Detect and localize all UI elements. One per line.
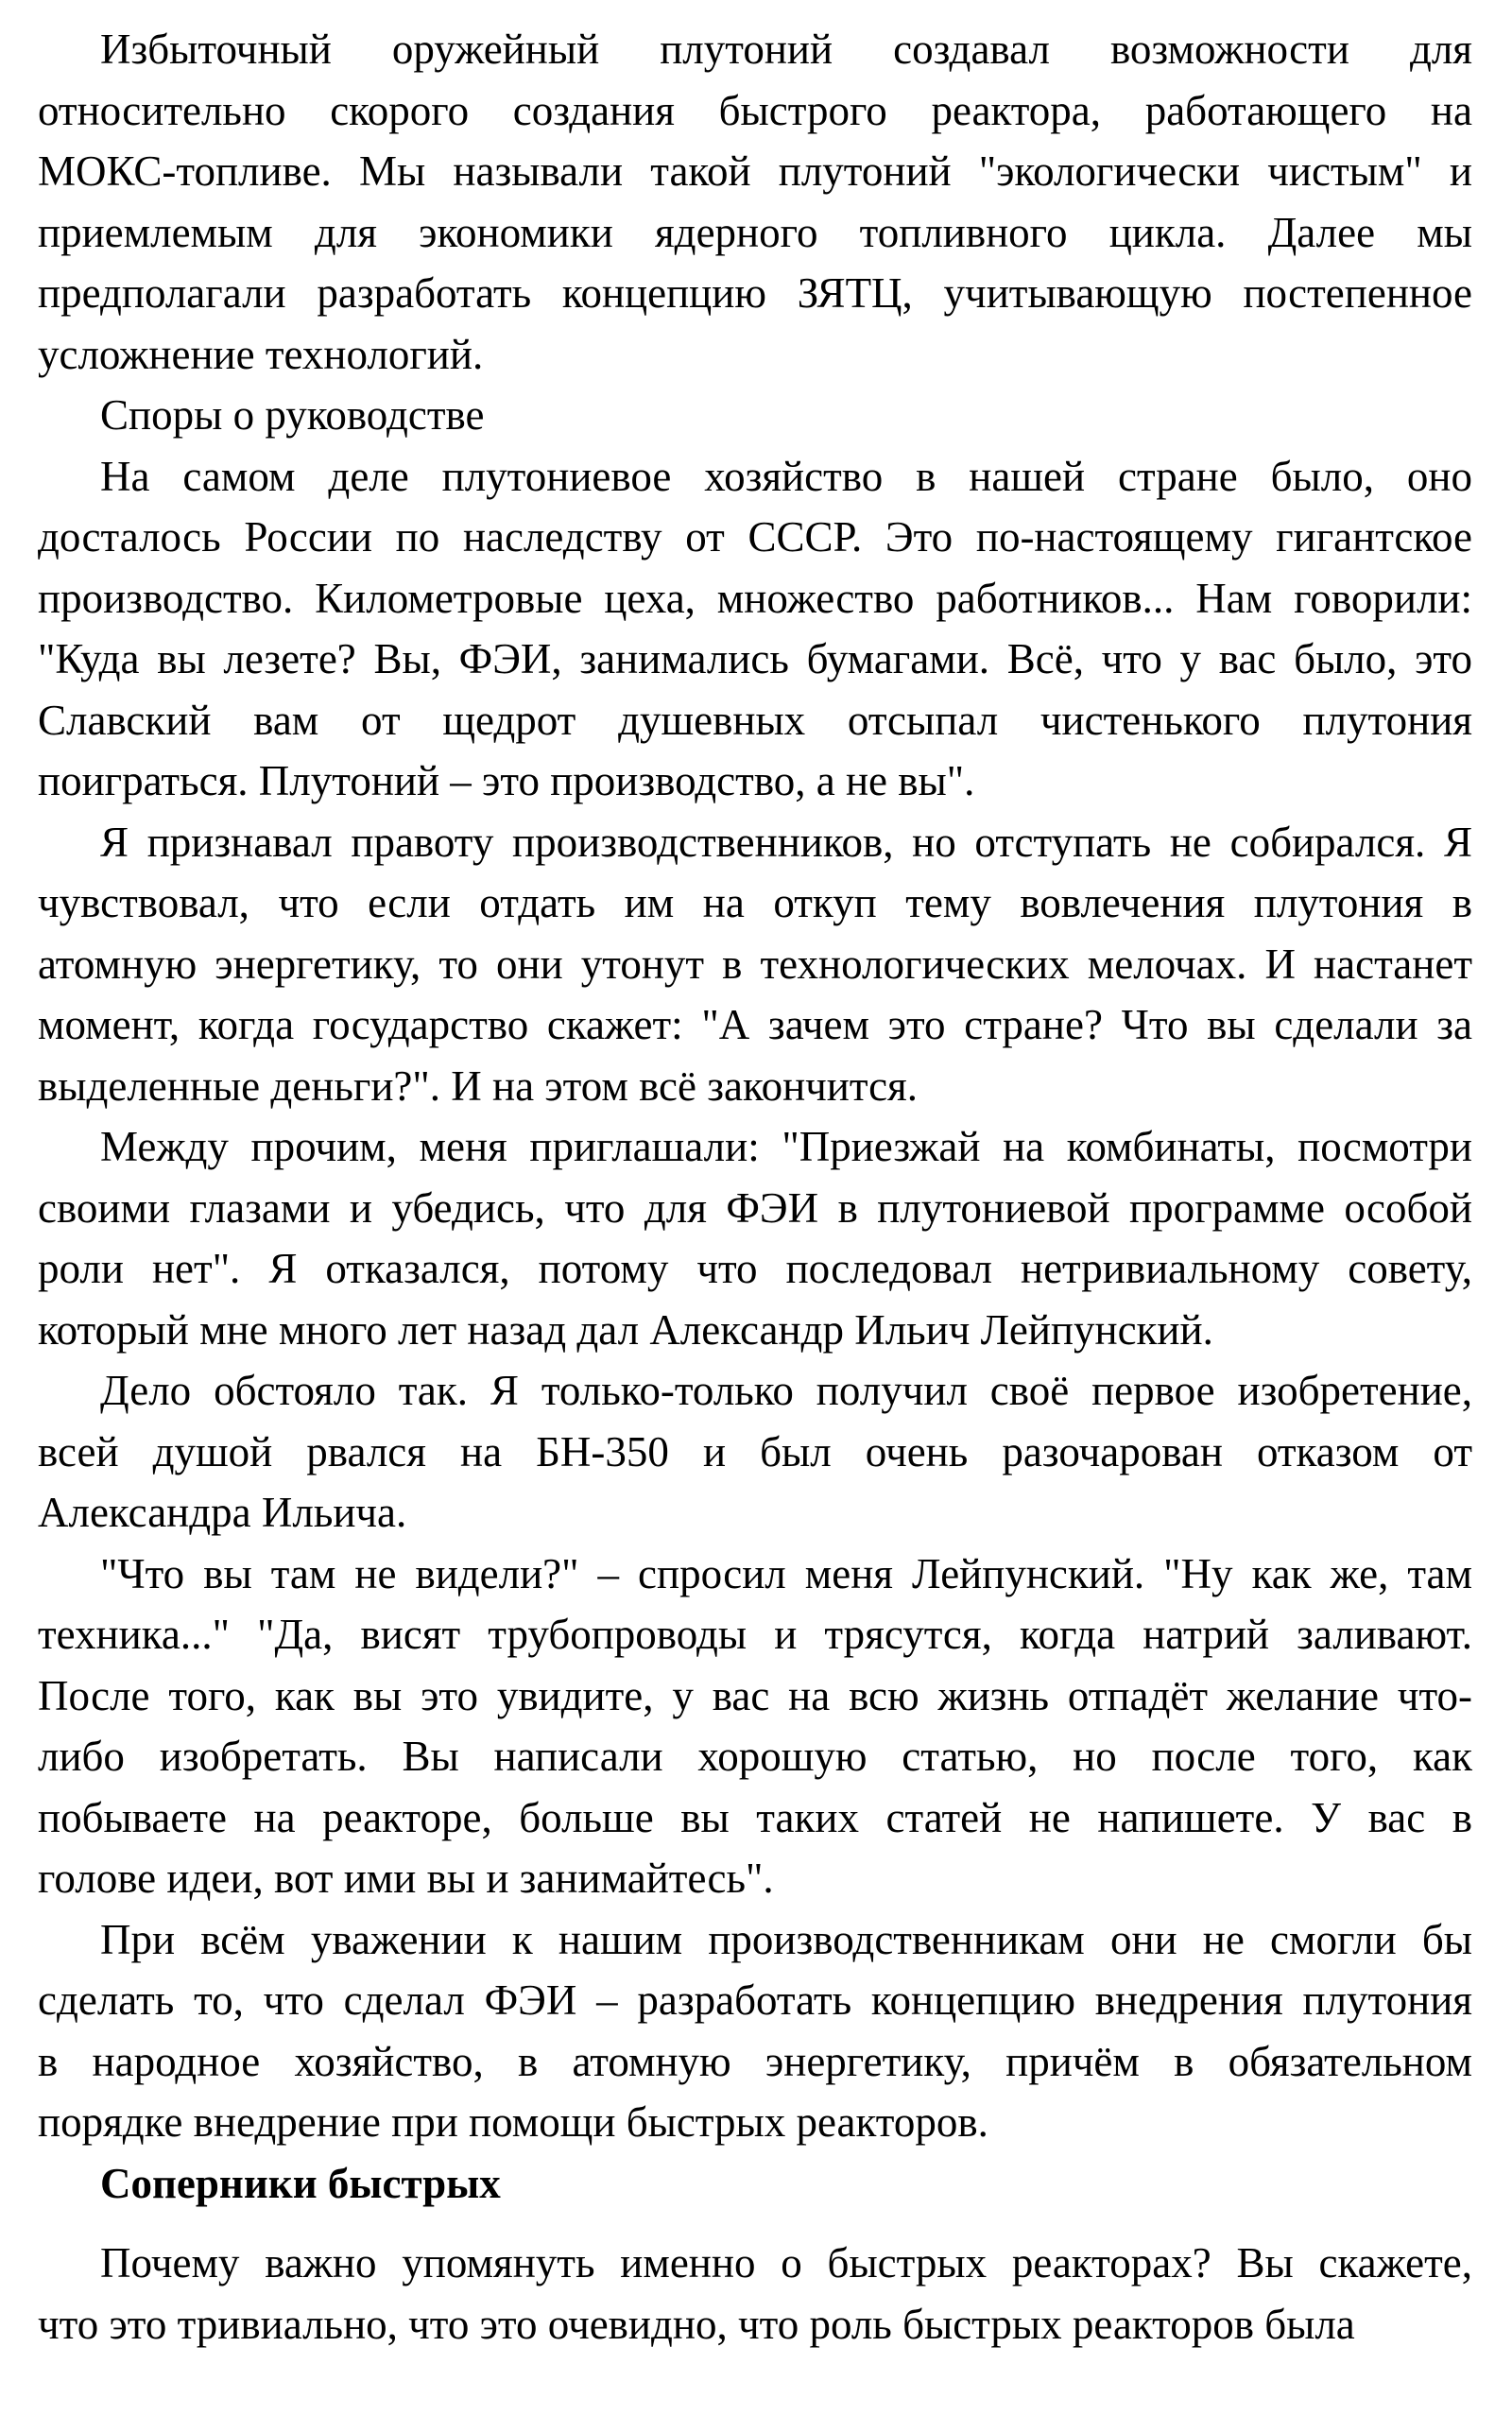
text-line: который мне много лет назад дал Александр Ильич Лейпунский. (38, 1305, 1213, 1354)
text-line: порядке внедрение при помощи быстрых реакторов. (38, 2098, 988, 2146)
text-line: производство. Километровые цеха, множество работников... Нам говорили: (38, 574, 1472, 622)
text-line: в народное хозяйство, в атомную энергетику, причём в обязательном (38, 2037, 1472, 2085)
paragraph (38, 1116, 1472, 1360)
text-line: Почему важно упомянуть именно о быстрых реакторах? Вы скажете, (100, 2239, 1472, 2287)
paragraph (38, 19, 1472, 385)
text-line: приемлемым для экономики ядерного топливного цикла. Далее мы (38, 208, 1472, 256)
text-line: техника..." "Да, висят трубопроводы и трясутся, когда натрий заливают. (38, 1611, 1472, 1658)
text-line: поиграться. Плутоний – это производство, а не вы". (38, 757, 975, 804)
text-line: досталось России по наследству от СССР. Это по-настоящему гигантское (38, 513, 1472, 561)
text-line: голове идеи, вот ими вы и занимайтесь". (38, 1855, 774, 1902)
text-line: усложнение технологий. (38, 330, 484, 378)
text-line: Между прочим, меня приглашали: "Приезжай на комбинаты, посмотри (100, 1123, 1472, 1170)
text-line: Я признавал правоту производственников, но отступать не собирался. Я (100, 818, 1472, 866)
paragraph (38, 1544, 1472, 1909)
text-line: Дело обстояло так. Я только-только получил своё первое изобретение, (100, 1367, 1472, 1414)
text-line: роли нет". Я отказался, потому что последовал нетривиальному совету, (38, 1245, 1472, 1292)
text-line: своими глазами и убедись, что для ФЭИ в плутониевой программе особой (38, 1183, 1472, 1232)
text-line: После того, как вы это увидите, у вас на всю жизнь отпадёт желание что- (38, 1671, 1472, 1719)
text-line: Споры о руководстве (100, 391, 485, 439)
text-line: атомную энергетику, то они утонут в технологических мелочах. И настанет (38, 940, 1472, 988)
text-line: "Что вы там не видели?" – спросил меня Лейпунский. "Ну как же, там (100, 1549, 1472, 1597)
text-line: сделать то, что сделал ФЭИ – разработать концепцию внедрения плутония (38, 1976, 1472, 2024)
text-line: что это тривиально, что это очевидно, что роль быстрых реакторов была (38, 2300, 1355, 2348)
text-line: момент, когда государство скажет: "А зачем это стране? Что вы сделали за (38, 1001, 1472, 1048)
text-line: Соперники быстрых (100, 2159, 501, 2207)
subheading (38, 385, 1472, 446)
paragraph (38, 2233, 1472, 2355)
text-line: чувствовал, что если отдать им на откуп тему вовлечения плутония в (38, 879, 1472, 926)
text-line: предполагали разработать концепцию ЗЯТЦ, учитывающую постепенное (38, 269, 1472, 317)
text-line: Александра Ильича. (38, 1489, 407, 1536)
text-line: "Куда вы лезете? Вы, ФЭИ, занимались бумагами. Всё, что у вас было, это (38, 635, 1472, 682)
text-line: относительно скорого создания быстрого реактора, работающего на (38, 86, 1472, 134)
text-line: МОКС-топливе. Мы называли такой плутоний "экологически чистым" и (38, 147, 1472, 195)
paragraph (38, 812, 1472, 1117)
text-line: побываете на реакторе, больше вы таких статей не напишете. У вас в (38, 1793, 1472, 1841)
text-line: Славский вам от щедрот душевных отсыпал чистенького плутония (38, 696, 1472, 744)
text-line: Избыточный оружейный плутоний создавал возможности для (100, 26, 1472, 73)
text-line: либо изобретать. Вы написали хорошую статью, но после того, как (38, 1733, 1472, 1780)
paragraph (38, 446, 1472, 812)
heading (38, 2153, 1472, 2215)
text-line: всей душой рвался на БН-350 и был очень разочарован отказом от (38, 1427, 1472, 1475)
paragraph (38, 1909, 1472, 2153)
paragraph (38, 1360, 1472, 1544)
text-line: выделенные деньги?". И на этом всё закончится. (38, 1061, 919, 1110)
text-line: На самом деле плутониевое хозяйство в нашей стране было, оно (100, 452, 1472, 500)
text-line: При всём уважении к нашим производственникам они не смогли бы (100, 1915, 1472, 1963)
